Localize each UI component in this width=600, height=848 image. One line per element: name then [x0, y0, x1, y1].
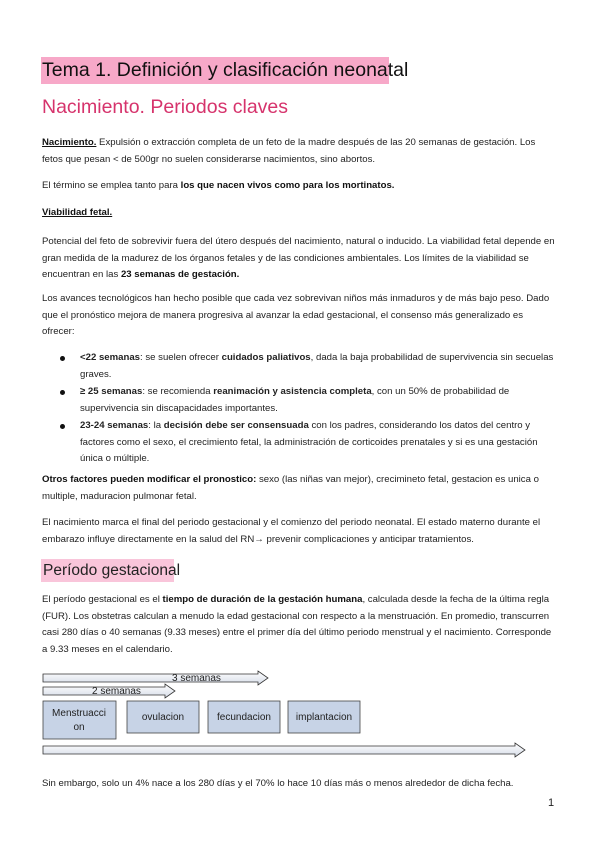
otros-text: sexo (las niñas van mejor), crecimineto fetal, gestacion es unica o multiple, maduracion pulmonar fetal. [42, 474, 539, 502]
bullet-bold: <22 semanas [80, 352, 141, 363]
term-viabilidad: Viabilidad fetal. [42, 207, 113, 218]
box-implantacion [288, 701, 360, 733]
termino-bold: los que nacen vivos como para los mortinatos. [180, 180, 395, 191]
arrow-full-gestation [43, 743, 525, 757]
arrow-2-semanas [43, 684, 175, 698]
otros-bold: Otros factores pueden modificar el pronostico: [42, 474, 257, 485]
definition-nacimiento: Expulsión o extracción completa de un feto de la madre después de las 20 semanas de gestación. Los fetos que pesan < de 500gr no suelen considerarse nacimientos, sino abortos. [42, 137, 536, 165]
bullet-text: : se suelen ofrecer [140, 352, 222, 363]
bullet-text: : la [148, 420, 164, 431]
box-ovulacion-label: ovulacion [141, 712, 185, 723]
bullet-text: , dada la baja probabilidad de supervivencia sin secuelas graves. [80, 352, 554, 380]
bullet-text: con los padres, considerando los datos del centro y factores como el sexo, el crecimiento fetal, la administración de corticoides prenatales y si es una gestación única o múltiple. [80, 420, 538, 464]
bullet-bold: decisión debe ser consensuada [163, 420, 309, 431]
bullet-bold: ≥ 25 semanas [80, 386, 143, 397]
paragraph-avances: Los avances tecnológicos han hecho posible que cada vez sobrevivan niños más inmaduros y de más bajo peso. Dado que el pronóstico mejora de manera progresiva al avanzar la edad gestacional, el consenso más generalizado es ofrecer: [42, 293, 550, 337]
box-ovulacion [127, 701, 199, 733]
box-fecundacion [208, 701, 280, 733]
box-menstruacion-line2: on [73, 722, 85, 733]
box-fecundacion-label: fecundacion [217, 712, 271, 723]
bullet-bold: cuidados paliativos [221, 352, 311, 363]
chapter-heading: Tema 1. Definición y clasificación neonatal [41, 57, 389, 84]
page-number: 1 [548, 797, 555, 809]
bullet-bold: reanimación y asistencia completa [213, 386, 372, 397]
periodo-text: El período gestacional es el [42, 594, 163, 605]
bullet-bold: 23-24 semanas [80, 420, 149, 431]
arrow-3-semanas-label: 3 semanas [172, 673, 221, 684]
bullet-text: : se recomienda [142, 386, 214, 397]
arrow-2-semanas-label: 2 semanas [92, 686, 141, 697]
periodo-bold: tiempo de duración de la gestación humana [162, 594, 363, 605]
section-heading-nacimiento: Nacimiento. Periodos claves [42, 96, 289, 118]
term-nacimiento: Nacimiento. [42, 137, 97, 148]
periodo-text: , calculada desde la fecha de la última regla (FUR). Los obstetras calculan a menudo la edad gestacional con respecto a la menstruación. En promedio, transcurren casi 280 días o 40 semanas (9.33 meses) entre el primer día del último periodo menstrual y el nacimiento. Corresponde a 9.33 meses en el calendario. [42, 594, 552, 655]
termino-text: El término se emplea tanto para [42, 180, 181, 191]
paragraph-sin-embargo: Sin embargo, solo un 4% nace a los 280 días y el 70% lo hace 10 días más o menos alrededor de dicha fecha. [42, 778, 514, 789]
arrow-3-semanas [43, 671, 268, 685]
box-implantacion-label: implantacion [295, 712, 353, 723]
box-menstruacion [43, 701, 116, 739]
viabilidad-text: Potencial del feto de sobrevivir fuera del útero después del nacimiento, natural o inducido. La viabilidad fetal depende en gran medida de la madurez de los órganos fetales y de las condiciones ambientales. Los límites de la viabilidad se encuentran en las [42, 236, 555, 280]
viabilidad-bold: 23 semanas de gestación. [120, 269, 240, 280]
box-menstruacion-line1: Menstruacci [52, 708, 106, 719]
section-heading-periodo: Período gestacional [41, 559, 174, 582]
paragraph-nacimiento-final: El nacimiento marca el final del periodo gestacional y el comienzo del periodo neonatal. El estado materno durante el embarazo influye directamente en la salud del RN→ prevenir complicaciones y anticipar tratamientos. [42, 517, 541, 545]
bullet-text: , con un 50% de probabilidad de supervivencia sin discapacidades importantes. [80, 386, 510, 414]
